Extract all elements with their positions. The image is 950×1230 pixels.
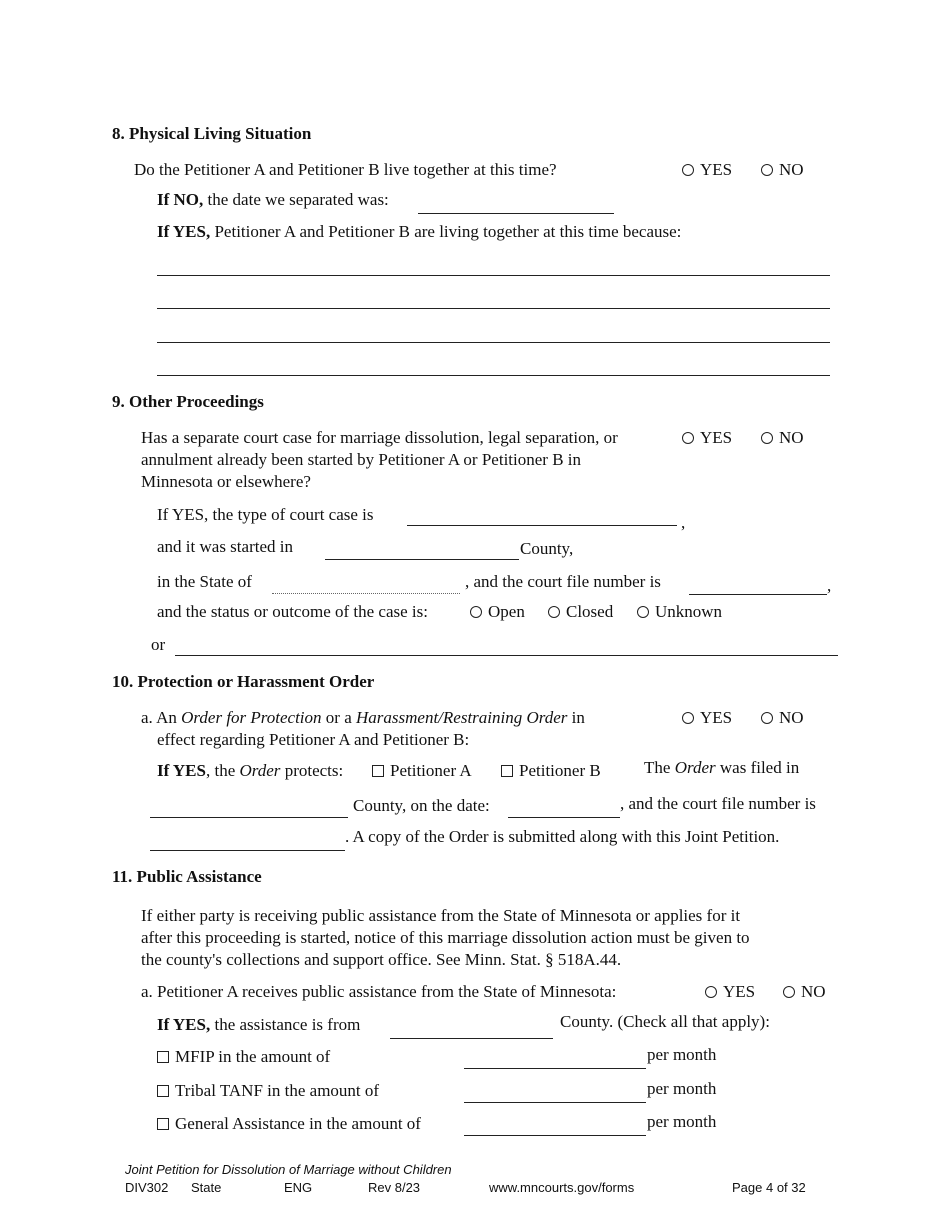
public-assistance-notice-line-2: after this proceeding is started, notice of this marriage dissolution action must be given to [141,928,750,947]
other-case-yes-radio[interactable]: YES [682,428,732,448]
footer-page-number: Page 4 of 32 [732,1180,806,1195]
assistance-county-field[interactable] [390,1038,553,1039]
living-together-reason-line-1[interactable] [157,275,830,276]
case-file-number-label: , and the court file number is [465,572,661,591]
checkbox-icon [501,765,513,777]
other-case-question-line-1: Has a separate court case for marriage dissolution, legal separation, or [141,428,618,447]
status-other-field[interactable] [175,655,838,656]
order-file-number-label: , and the court file number is [620,794,816,813]
checkbox-icon [157,1085,169,1097]
checkbox-icon [372,765,384,777]
footer-form-title: Joint Petition for Dissolution of Marriage without Children [125,1162,452,1177]
living-together-reason-line-4[interactable] [157,375,830,376]
assistance-yes-radio[interactable]: YES [705,982,755,1002]
footer-jurisdiction: State [191,1180,222,1195]
general-assistance-per-month: per month [647,1112,717,1131]
radio-circle-icon [682,432,694,444]
order-file-number-field[interactable] [150,850,345,851]
public-assistance-notice-line-3: the county's collections and support office. See Minn. Stat. § 518A.44. [141,950,622,969]
protection-order-question-line-1: a. An Order for Protection or a Harassment/Restraining Order in [141,708,585,727]
radio-circle-icon [470,606,482,618]
section-9-heading: 9. Other Proceedings [112,392,264,411]
order-date-field[interactable] [508,817,620,818]
case-started-label: and it was started in [157,537,293,556]
assistance-from-label: If YES, the assistance is from [157,1015,361,1034]
living-together-reason-line-2[interactable] [157,308,830,309]
radio-circle-icon [705,986,717,998]
tribal-tanf-checkbox[interactable]: Tribal TANF in the amount of [157,1081,379,1101]
case-file-comma: , [827,576,832,595]
assistance-no-radio[interactable]: NO [783,982,826,1002]
order-county-date-label: County, on the date: [353,796,490,815]
order-protects-label: If YES, the Order protects: [157,761,344,780]
radio-circle-icon [761,164,773,176]
living-together-yes-radio[interactable]: YES [682,160,732,180]
case-status-label: and the status or outcome of the case is: [157,602,428,621]
protects-petitioner-a-checkbox[interactable]: Petitioner A [372,761,472,781]
radio-circle-icon [761,432,773,444]
checkbox-icon [157,1051,169,1063]
separation-date-field[interactable] [418,213,614,214]
radio-circle-icon [548,606,560,618]
order-filed-label: The Order was filed in [644,758,800,777]
protection-order-question-line-2: effect regarding Petitioner A and Petitioner B: [157,730,470,749]
case-file-number-field[interactable] [689,594,827,595]
case-type-comma: , [681,513,686,532]
living-together-question: Do the Petitioner A and Petitioner B live together at this time? [134,160,557,179]
protects-petitioner-b-checkbox[interactable]: Petitioner B [501,761,601,781]
other-case-question-line-3: Minnesota or elsewhere? [141,472,311,491]
mfip-checkbox[interactable]: MFIP in the amount of [157,1047,330,1067]
order-copy-note: . A copy of the Order is submitted along with this Joint Petition. [345,827,780,846]
status-or-label: or [151,635,166,654]
footer-language: ENG [284,1180,313,1195]
radio-circle-icon [682,712,694,724]
if-yes-reason-label: If YES, Petitioner A and Petitioner B are living together at this time because: [157,222,682,241]
case-type-field[interactable] [407,525,677,526]
if-no-separated-label: If NO, the date we separated was: [157,190,389,209]
tribal-tanf-per-month: per month [647,1079,717,1098]
protection-order-yes-radio[interactable]: YES [682,708,732,728]
radio-circle-icon [682,164,694,176]
public-assistance-notice-line-1: If either party is receiving public assistance from the State of Minnesota or applies for it [141,906,741,925]
general-assistance-amount-field[interactable] [464,1135,646,1136]
protection-order-no-radio[interactable]: NO [761,708,804,728]
footer-form-id: DIV302 [125,1180,169,1195]
status-unknown-radio[interactable]: Unknown [637,602,722,622]
petitioner-a-assistance-question: a. Petitioner A receives public assistance from the State of Minnesota: [141,982,617,1001]
general-assistance-checkbox[interactable]: General Assistance in the amount of [157,1114,421,1134]
section-8-heading: 8. Physical Living Situation [112,124,312,143]
footer-revision: Rev 8/23 [368,1180,421,1195]
radio-circle-icon [637,606,649,618]
case-county-label: County, [520,539,574,558]
other-case-no-radio[interactable]: NO [761,428,804,448]
living-together-reason-line-3[interactable] [157,342,830,343]
section-10-heading: 10. Protection or Harassment Order [112,672,375,691]
tribal-tanf-amount-field[interactable] [464,1102,646,1103]
footer-url[interactable]: www.mncourts.gov/forms [489,1180,635,1195]
mfip-amount-field[interactable] [464,1068,646,1069]
status-closed-radio[interactable]: Closed [548,602,613,622]
case-state-label: in the State of [157,572,252,591]
living-together-no-radio[interactable]: NO [761,160,804,180]
case-county-field[interactable] [325,559,519,560]
checkbox-icon [157,1118,169,1130]
assistance-county-check-label: County. (Check all that apply): [560,1012,770,1031]
mfip-per-month: per month [647,1045,717,1064]
section-11-heading: 11. Public Assistance [112,867,262,886]
status-open-radio[interactable]: Open [470,602,525,622]
case-state-field[interactable] [272,593,460,594]
order-county-field[interactable] [150,817,348,818]
case-type-label: If YES, the type of court case is [157,505,374,524]
other-case-question-line-2: annulment already been started by Petitioner A or Petitioner B in [141,450,582,469]
radio-circle-icon [783,986,795,998]
radio-circle-icon [761,712,773,724]
